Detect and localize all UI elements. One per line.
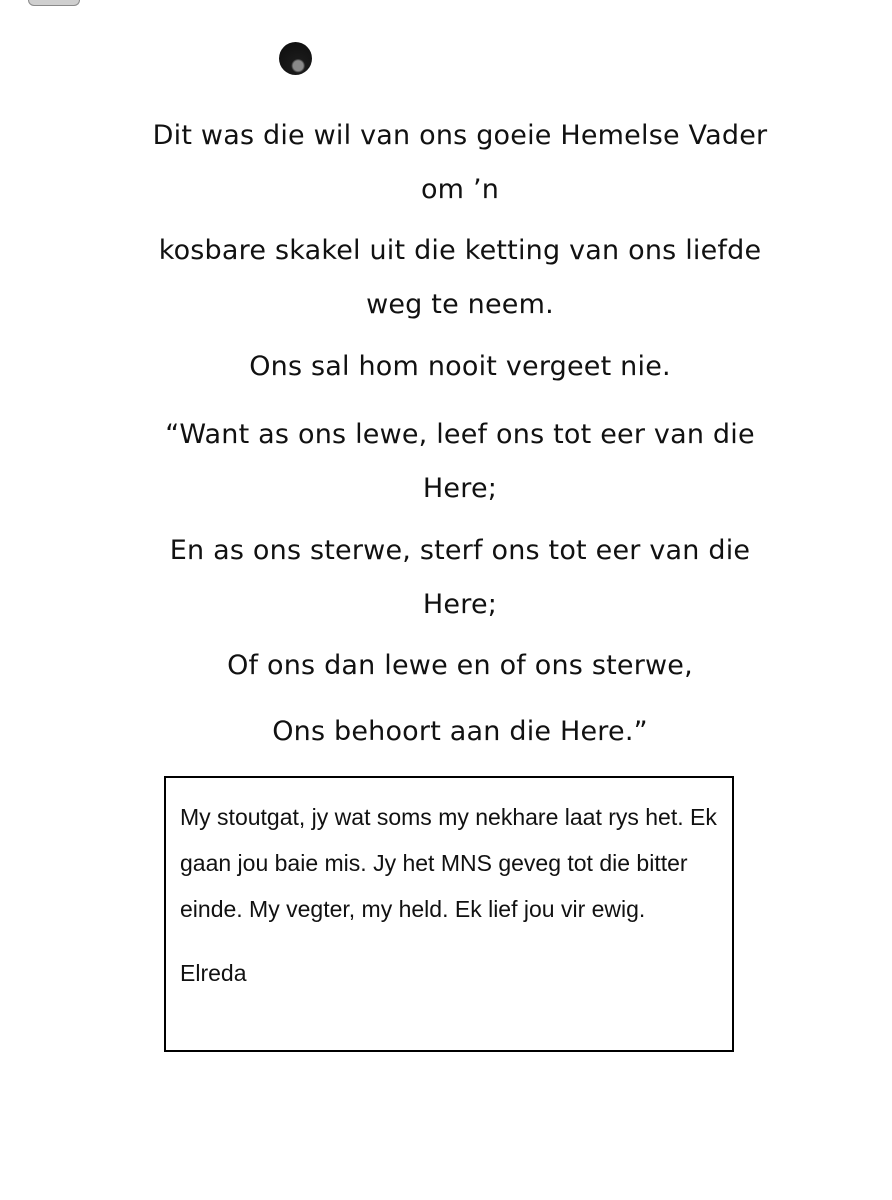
personal-message-text: My stoutgat, jy wat soms my nekhare laat rys het. Ek gaan jou baie mis. Jy het MNS geveg tot die bitter einde. My vegter, my held. Ek lief jou vir ewig. — [180, 804, 717, 922]
verse-line-1: Dit was die wil van ons goeie Hemelse Vader om ’n — [152, 120, 768, 205]
verse-line-7: Ons behoort aan die Here.” — [272, 716, 648, 747]
verse-line-6: Of ons dan lewe en of ons sterwe, — [227, 650, 693, 681]
verse-line-4: “Want as ons lewe, leef ons tot eer van die Here; — [165, 419, 755, 504]
page-corner-mark — [28, 0, 80, 6]
verse-line-3: Ons sal hom nooit vergeet nie. — [249, 351, 671, 382]
signature: Elreda — [180, 960, 247, 986]
verse-line-2: kosbare skakel uit die ketting van ons liefde weg te neem. — [158, 235, 762, 320]
personal-message-box — [164, 776, 734, 1052]
punch-hole — [279, 42, 312, 75]
verse-line-5: En as ons sterwe, sterf ons tot eer van die Here; — [169, 535, 751, 620]
